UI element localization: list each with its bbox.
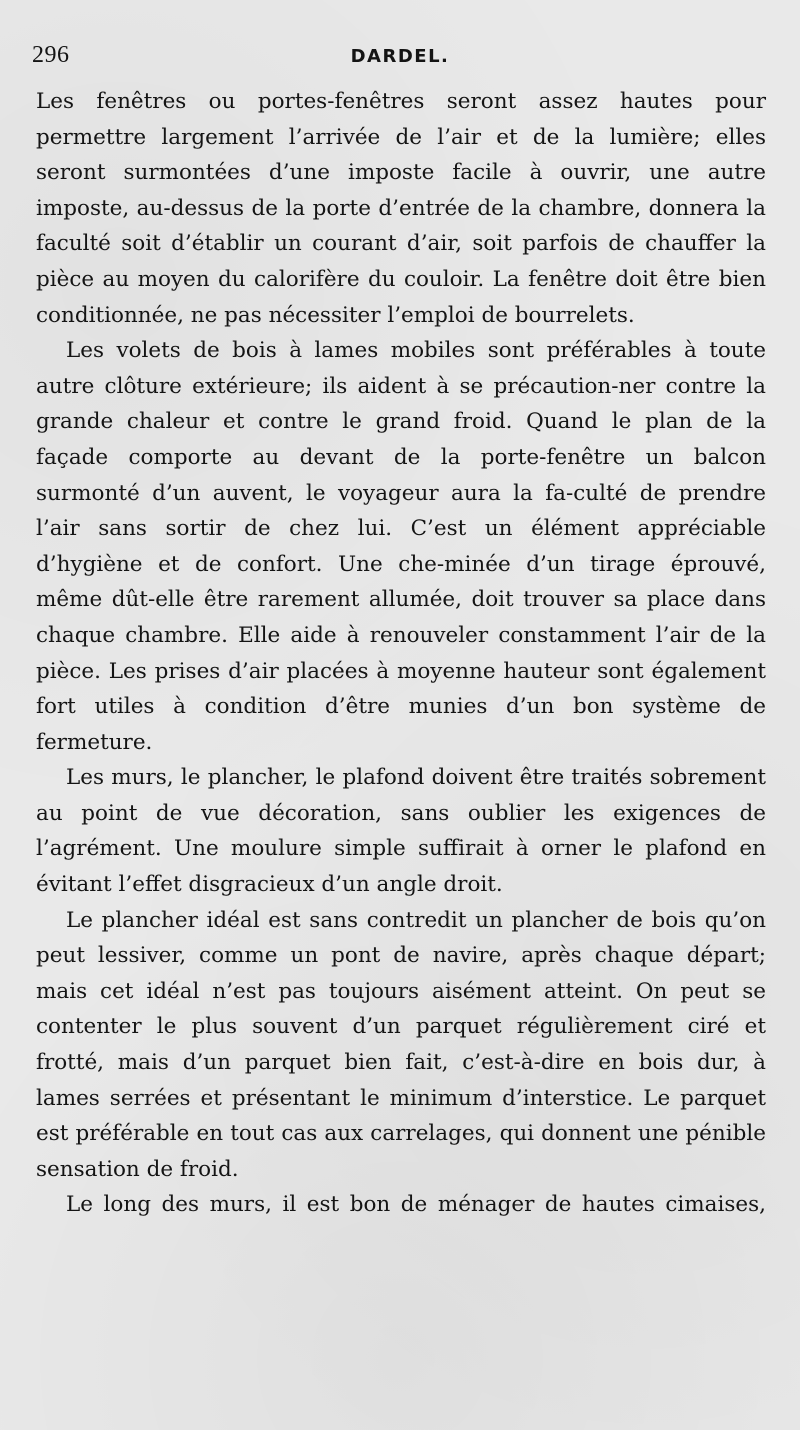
paragraph-walls: Les murs, le plancher, le plafond doivent être traités sobrement au point de vue décoration, sans oublier les exigences de l’agrément. Une moulure simple suffirait à orner le plafond en évitant l’effet disgracieux d’un angle droit. — [36, 765, 766, 898]
body-text — [36, 84, 766, 1223]
running-head: DARDEL. — [350, 46, 450, 67]
paragraph-shutters: Les volets de bois à lames mobiles sont préférables à toute autre clôture extérieure; ils aident à se précaution-ner contre la grande chaleur et contre le grand froid. Quand le plan de la façade comporte au devant de la porte-fenêtre un balcon surmonté d’un auvent, le voyageur aura la fa-culté de prendre l’air sans sortir de chez lui. C’est un élément appréciable d’hygiène et de confort. Une che-minée d’un tirage éprouvé, même dût-elle être rarement allumée, doit trouver sa place dans chaque chambre. Elle aide à renouveler constamment l’air de la pièce. Les prises d’air placées à moyenne hauteur sont également fort utiles à condition d’être munies d’un bon système de fermeture. — [36, 338, 766, 755]
page-header — [0, 38, 800, 78]
paragraph-wainscot: Le long des murs, il est bon de ménager de hautes cimaises, — [66, 1192, 766, 1218]
paragraph-floor: Le plancher idéal est sans contredit un plancher de bois qu’on peut lessiver, comme un pont de navire, après chaque départ; mais cet idéal n’est pas toujours aisément atteint. On peut se contenter le plus souvent d’un parquet régulièrement ciré et frotté, mais d’un parquet bien fait, c’est-à-dire en bois dur, à lames serrées et présentant le minimum d’interstice. Le parquet est préférable en tout cas aux carrelages, qui donnent une pénible sensation de froid. — [36, 907, 766, 1182]
paragraph-windows: Les fenêtres ou portes-fenêtres seront assez hautes pour permettre largement l’arrivée de l’air et de la lumière; elles seront surmontées d’une imposte facile à ouvrir, une autre imposte, au-dessus de la porte d’entrée de la chambre, donnera la faculté soit d’établir un courant d’air, soit parfois de chauffer la pièce au moyen du calorifère du couloir. La fenêtre doit être bien conditionnée, ne pas nécessiter l’emploi de bourrelets. — [36, 89, 766, 328]
page-number: 296 — [32, 42, 70, 68]
